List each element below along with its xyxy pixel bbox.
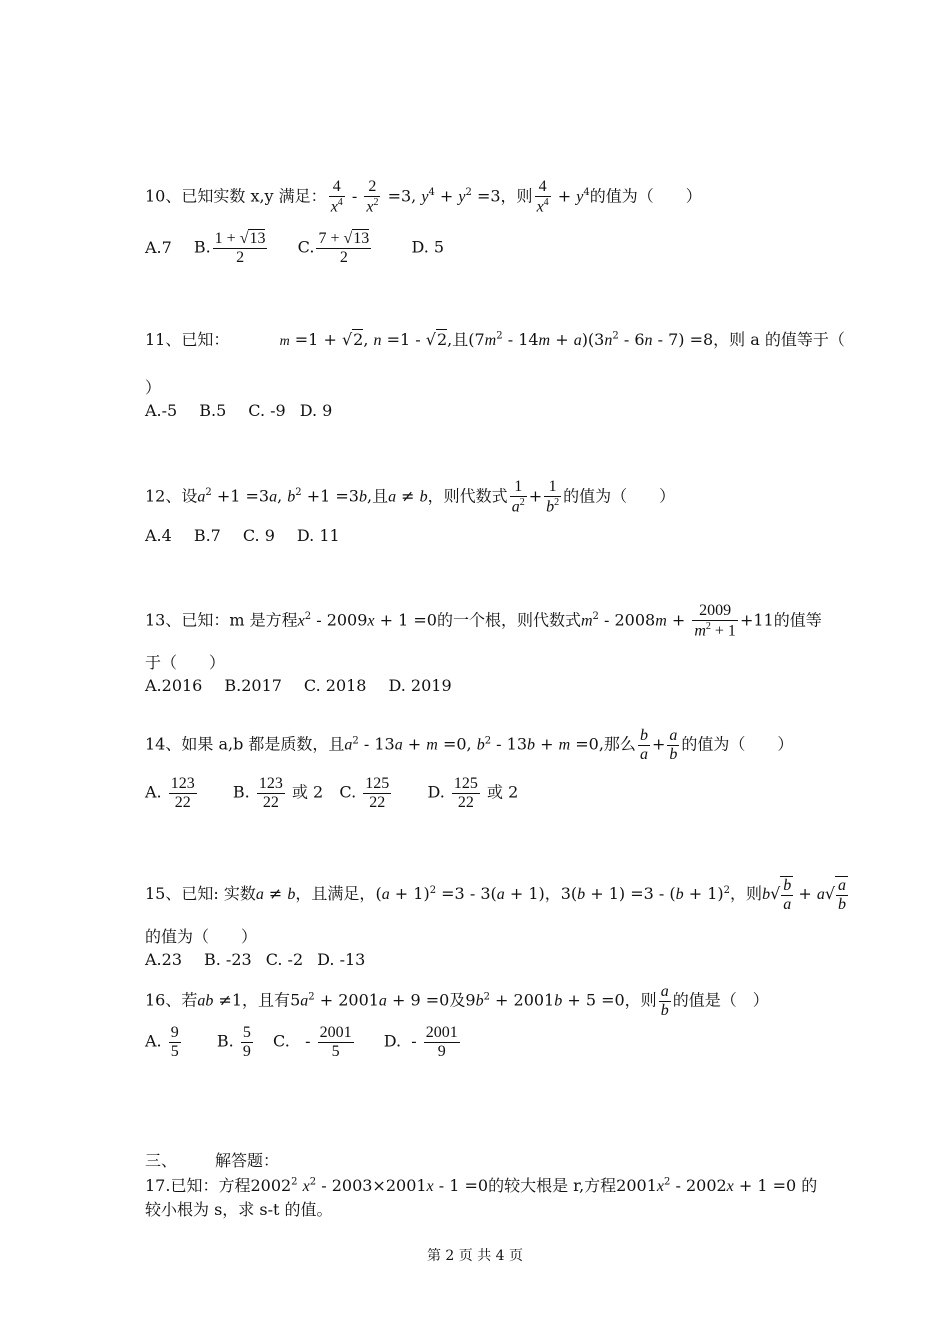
option-c: C. 2018 <box>303 676 367 695</box>
q13-mid: 的一个根，则代数式 <box>436 610 581 630</box>
option-d: D. 9 <box>299 401 333 420</box>
q16-prefix: 16、若 <box>145 990 198 1010</box>
option-b: B. -23 <box>204 950 252 969</box>
q16-stem: 16、若ab ≠1，且有$5a^2 + 2001a + 9 =0$及$9b^2 + 2001b + 5 =0$，则 $\frac{a}{b}$ 的值是（ ） <box>145 983 769 1019</box>
page-footer: 第 2 页 共 4 页 <box>426 1248 524 1264</box>
q12-and: 且 <box>372 486 389 506</box>
option-d: D. <box>427 782 445 802</box>
q11-options <box>145 401 332 420</box>
q13-options <box>145 676 452 695</box>
q13-suffix: 的值等 <box>773 610 822 630</box>
q11-and: 且 <box>452 330 469 349</box>
option-b: B. <box>193 237 211 257</box>
option-c: C. <box>297 237 315 257</box>
q13-cont: 于（ ） <box>145 653 226 672</box>
q13-prefix: 13、已知：m 是方程 <box>145 610 298 630</box>
option-c: C. <box>273 1031 290 1051</box>
q10-options: A.7 B. $\frac{1 + √13}{2}$ C. $\frac{7 + √13}{2}$ D. 5 <box>145 230 445 266</box>
option-a: A.2016 <box>145 676 203 695</box>
option-a: A.23 <box>145 950 182 969</box>
section-title: 解答题： <box>215 1151 280 1170</box>
q15-cont: 的值为（ ） <box>145 927 258 946</box>
q14-mid: 那么 <box>603 734 636 754</box>
q12-stem: 12、设$a^2 +1 =3a$, $b^2 +1 =3b$,且a ≠ b，则代数式 $\frac{1}{a^2}$ + $\frac{1}{b^2}$ 的值为（ ） <box>145 478 676 515</box>
q14-prefix: 14、如果 a,b 都是质数，且 <box>145 734 345 754</box>
q17-cont: 较小根为 s，求 s-t 的值。 <box>145 1200 333 1219</box>
option-b: B. <box>232 782 250 802</box>
option-c: C. 9 <box>242 526 275 545</box>
section-3-heading <box>145 1148 279 1171</box>
q10-stem: 10、已知实数 x,y 满足： $\frac{4}{x^4}$ - $\frac{2}{x^2}$ =3, $y^4 + y^2 =3$，则 $\frac{4}{x^4}$ + $y^4$的值为（ ） <box>145 178 702 215</box>
option-d: D. 5 <box>411 237 445 257</box>
option-a: A. <box>145 1031 162 1051</box>
q10-prefix: 10、已知实数 x,y 满足： <box>145 186 327 206</box>
q13-stem: 13、已知：m 是方程$x^2 - 2009x + 1 =0$的一个根，则代数式$m^2 - 2008m$ + $\frac{2009}{m^2 + 1}$ +11的值等 <box>145 602 822 639</box>
q15-prefix: 15、已知: 实数 <box>145 884 256 904</box>
option-d: D. -13 <box>317 950 366 969</box>
q10-suffix: 的值为（ ） <box>589 186 702 206</box>
option-d: D. <box>383 1031 402 1051</box>
q16-options: A. $\frac{9}{5}$ B. $\frac{5}{9}$ C. - $\frac{2001}{5}$ D. - $\frac{2001}{9}$ <box>145 1024 458 1060</box>
q12-mid: ，则代数式 <box>427 486 508 506</box>
option-a: A.-5 <box>145 401 178 420</box>
option-a: A.7 <box>145 237 172 257</box>
q11-suffix: ，则 a 的值等于（ <box>713 330 845 349</box>
q12-suffix: 的值为（ ） <box>563 486 676 506</box>
q10-mid: ，则 <box>500 186 533 206</box>
option-b: B.2017 <box>224 676 282 695</box>
q16-suffix: 的值是（ ） <box>672 990 769 1010</box>
option-c: C. -9 <box>248 401 286 420</box>
option-a: A.4 <box>145 526 172 545</box>
q14-options: A. $\frac{123}{22}$ B. $\frac{123}{22}$ 或 2 C. $\frac{125}{22}$ D. $\frac{125}{22}$ 或 2 <box>145 775 519 811</box>
option-d: D. 2019 <box>388 676 452 695</box>
q14-stem: 14、如果 a,b 都是质数，且$a^2 - 13a + m =0$, $b^2 - 13b + m =0$,那么 $\frac{b}{a}$ + $\frac{a}{b}$ 的值为（ ） <box>145 727 794 763</box>
option-b: B.7 <box>193 526 221 545</box>
q14-suffix: 的值为（ ） <box>681 734 794 754</box>
option-b: B.5 <box>199 401 227 420</box>
section-number: 三、 <box>145 1151 178 1170</box>
q12-prefix: 12、设 <box>145 486 198 506</box>
q11-prefix: 11、已知： <box>145 330 230 349</box>
option-a: A. <box>145 782 162 802</box>
q15-options <box>145 950 365 969</box>
q17-stem: 17.已知：方程2002$^2$ $x^2 - 2003\times 2001x - 1 =0$的较大根是 r,方程$2001x^2 - 2002x + 1 =0$ 的 <box>145 1176 818 1195</box>
q12-options <box>145 526 340 545</box>
option-c: C. -2 <box>265 950 304 969</box>
option-b: B. <box>216 1031 234 1051</box>
q17-prefix: 17.已知：方程 <box>145 1176 251 1195</box>
option-d: D. 11 <box>296 526 340 545</box>
option-c: C. <box>339 782 357 802</box>
q11-stem: 11、已知： m =1 + √2, n =1 - √2,且$(7m^2 - 14m + a)(3n^2 - 6n - 7) =8$，则 a 的值等于（ <box>145 330 845 349</box>
q11-cont: ） <box>145 378 162 397</box>
q15-stem: 15、已知: 实数a ≠ b，且满足，$(a + 1)^2 =3 - 3(a + 1)$，$3(b + 1) =3 - (b + 1)^2$，则b√ $\frac{b}{a}$ + a√ $\frac{a}{b}$ <box>145 877 847 913</box>
